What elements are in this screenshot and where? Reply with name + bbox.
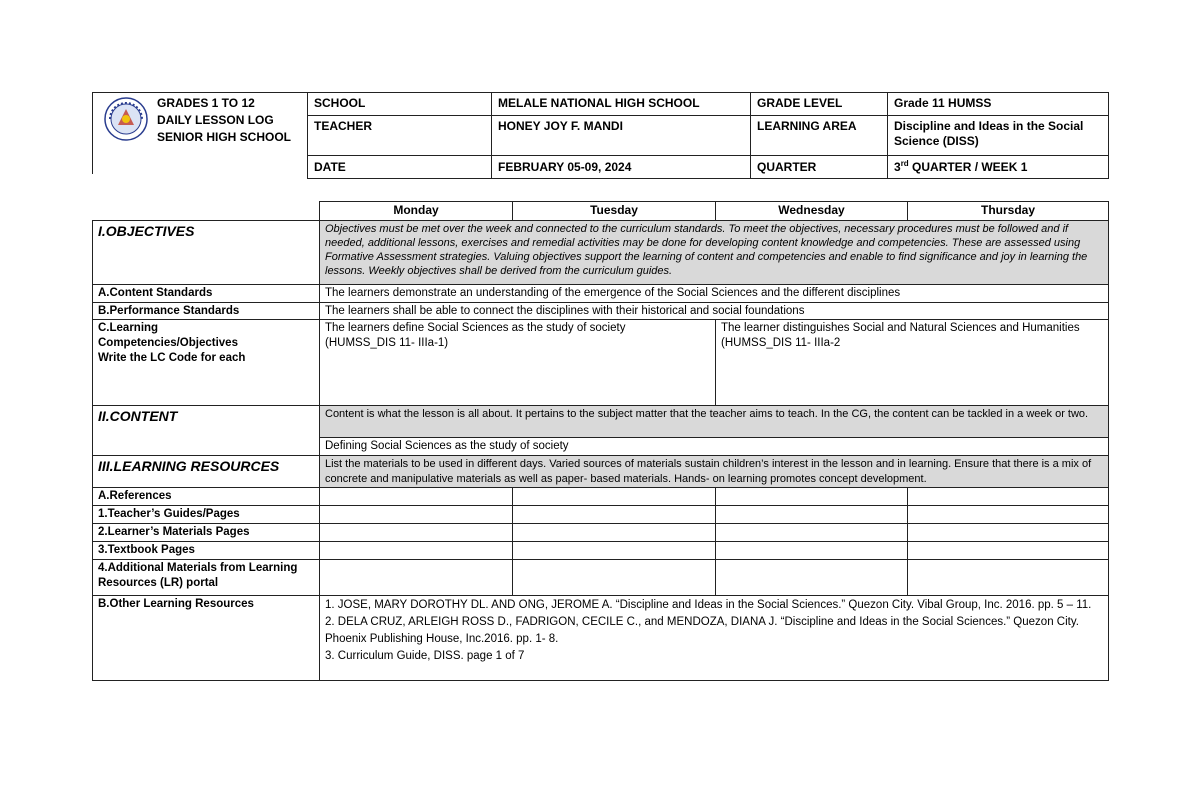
- quarter-value: [888, 155, 1109, 179]
- cell: [908, 560, 1109, 596]
- competencies-label: C.Learning Competencies/Objectives Write the LC Code for each: [93, 320, 320, 406]
- table-row: [93, 506, 1109, 524]
- table-row: [93, 560, 1109, 596]
- date-value: FEBRUARY 05-09, 2024: [492, 155, 751, 179]
- header-top-border: [92, 92, 307, 93]
- cell: [513, 488, 716, 506]
- school-label: SCHOOL: [308, 93, 492, 116]
- grade-level-label: GRADE LEVEL: [751, 93, 888, 116]
- competency-monday-tuesday: The learners define Social Sciences as the study of society (HUMSS_DIS 11- IIIa-1): [320, 320, 716, 406]
- lesson-log-table: [92, 201, 1109, 681]
- cell: [320, 524, 513, 542]
- quarter-number: 3: [894, 159, 901, 174]
- teacher-label: TEACHER: [308, 115, 492, 155]
- content-heading: II.CONTENT: [93, 406, 320, 456]
- content-note: Content is what the lesson is all about. It pertains to the subject matter that the teacher aims to teach. In the CG, the content can be tackled in a week or two.: [320, 406, 1109, 438]
- cell: [320, 560, 513, 596]
- performance-standards-value: The learners shall be able to connect the disciplines with their historical and social foundations: [320, 302, 1109, 320]
- deped-seal: [104, 97, 148, 141]
- cell: [513, 524, 716, 542]
- cell: [716, 488, 908, 506]
- cell: [716, 560, 908, 596]
- days-row: [93, 202, 1109, 221]
- cell: [716, 524, 908, 542]
- learners-materials-label: 2.Learner’s Materials Pages: [93, 524, 320, 542]
- log-title: [157, 95, 291, 146]
- content-standards-value: The learners demonstrate an understanding of the emergence of the Social Sciences and the different disciplines: [320, 284, 1109, 302]
- quarter-label: QUARTER: [751, 155, 888, 179]
- grade-level-value: Grade 11 HUMSS: [888, 93, 1109, 116]
- content-value: Defining Social Sciences as the study of society: [320, 438, 1109, 456]
- table-row: [93, 488, 1109, 506]
- cell: [320, 488, 513, 506]
- teachers-guide-label: 1.Teacher’s Guides/Pages: [93, 506, 320, 524]
- cell: [908, 524, 1109, 542]
- cell: [320, 542, 513, 560]
- days-corner: [93, 202, 320, 221]
- cell: [716, 506, 908, 524]
- cell: [908, 506, 1109, 524]
- references-label: A.References: [93, 488, 320, 506]
- other-resources-label: B.Other Learning Resources: [93, 596, 320, 681]
- objectives-heading: I.OBJECTIVES: [93, 220, 320, 284]
- quarter-suffix: rd: [900, 158, 909, 168]
- cell: [908, 488, 1109, 506]
- resources-note: List the materials to be used in different days. Varied sources of materials sustain children’s interest in the lesson and in learning. Ensure that there is a mix of concrete and manipulative materials as well as paper- based materials. Hands- on learning promotes concept development.: [320, 456, 1109, 488]
- content-standards-label: A.Content Standards: [93, 284, 320, 302]
- cell: [513, 560, 716, 596]
- title-line-2: DAILY LESSON LOG: [157, 113, 274, 127]
- cell: [908, 542, 1109, 560]
- title-line-1: GRADES 1 TO 12: [157, 96, 255, 110]
- cell: [716, 542, 908, 560]
- learning-area-label: LEARNING AREA: [751, 115, 888, 155]
- day-monday: Monday: [320, 202, 513, 221]
- day-thursday: Thursday: [908, 202, 1109, 221]
- school-value: MELALE NATIONAL HIGH SCHOOL: [492, 93, 751, 116]
- resources-heading: III.LEARNING RESOURCES: [93, 456, 320, 488]
- cell: [320, 506, 513, 524]
- title-line-3: SENIOR HIGH SCHOOL: [157, 130, 292, 144]
- table-row: [93, 542, 1109, 560]
- table-row: [93, 524, 1109, 542]
- performance-standards-label: B.Performance Standards: [93, 302, 320, 320]
- header-left-border: [92, 92, 93, 174]
- lr-portal-label: 4.Additional Materials from Learning Resources (LR) portal: [93, 560, 320, 596]
- header-info-table: [307, 92, 1109, 179]
- cell: [513, 506, 716, 524]
- day-wednesday: Wednesday: [716, 202, 908, 221]
- cell: [513, 542, 716, 560]
- textbook-pages-label: 3.Textbook Pages: [93, 542, 320, 560]
- teacher-value: HONEY JOY F. MANDI: [492, 115, 751, 155]
- objectives-note: Objectives must be met over the week and connected to the curriculum standards. To meet the objectives, necessary procedures must be followed and if needed, additional lessons, exercises and remedial activities may be done for developing content knowledge and competencies. These are assessed using Formative Assessment strategies. Valuing objectives support the learning of content and competencies and enable to find significance and joy in learning the lessons. Weekly objectives shall be derived from the curriculum guides.: [320, 220, 1109, 284]
- other-resources-value: 1. JOSE, MARY DOROTHY DL. AND ONG, JEROME A. “Discipline and Ideas in the Social Sciences.” Quezon City. Vibal Group, Inc. 2016. pp. 5 – 11. 2. DELA CRUZ, ARLEIGH ROSS D., FADRIGON, CECILE C., and MENDOZA, DIANA J. “Discipline and Ideas in the Social Sciences.” Quezon City. Phoenix Publishing House, Inc.2016. pp. 1- 8. 3. Curriculum Guide, DISS. page 1 of 7: [320, 596, 1109, 681]
- competency-wednesday-thursday: The learner distinguishes Social and Natural Sciences and Humanities (HUMSS_DIS 11- IIIa-2: [716, 320, 1109, 406]
- learning-area-value: Discipline and Ideas in the Social Science (DISS): [888, 115, 1109, 155]
- day-tuesday: Tuesday: [513, 202, 716, 221]
- quarter-text: QUARTER / WEEK 1: [908, 159, 1028, 174]
- date-label: DATE: [308, 155, 492, 179]
